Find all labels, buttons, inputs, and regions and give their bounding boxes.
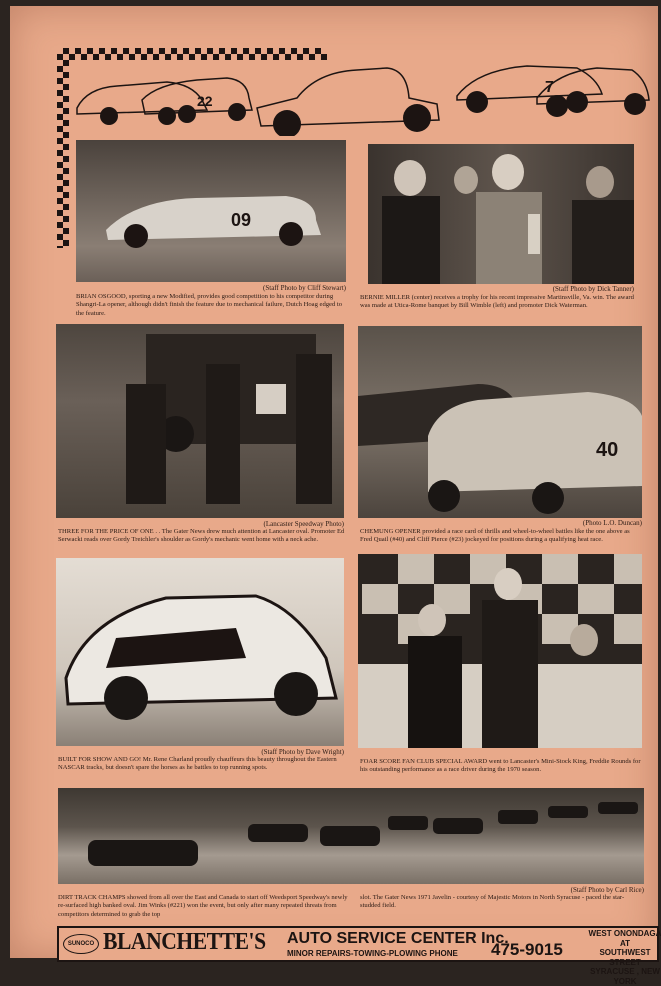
phone-number: 475-9015 bbox=[491, 940, 563, 959]
photo-chemung-opener bbox=[358, 326, 642, 518]
photo-caption: THREE FOR THE PRICE OF ONE . . The Gater News drew much attention at Lancaster oval. Promoter Ed Serwacki reads over Gordy Treichler's shoulder as Gordy's mechanic went home with a neck ache. bbox=[58, 528, 345, 544]
photo-caption: BUILT FOR SHOW AND GO! Mr. Rene Charland proudly chauffeurs this beauty throughout the Eastern NASCAR tracks, but doesn't spare the horses as he battles to top running spots. bbox=[58, 756, 337, 772]
photo-caption: BRIAN OSGOOD, sporting a new Modified, provides good competition to his competitor during Shangri-La opener, although didn't finish the feature due to mechanical failure, Dutch Hoag edged to the feature. bbox=[76, 293, 343, 317]
crowd-illustration bbox=[56, 324, 344, 518]
car-number: 09 bbox=[231, 210, 252, 230]
address bbox=[587, 929, 661, 986]
photo-rene-charland-car bbox=[56, 558, 344, 746]
photo-freddie-rounds-award bbox=[358, 554, 642, 748]
people-illustration bbox=[368, 144, 634, 284]
banner-car-number-7: 7 bbox=[545, 79, 554, 96]
services-line: MINOR REPAIRS-TOWING-PLOWING PHONE bbox=[287, 949, 458, 958]
photo-credit: (Staff Photo by Dave Wright) bbox=[261, 748, 344, 756]
photo-credit: (Staff Photo by Cliff Stewart) bbox=[263, 284, 346, 292]
photo-bernie-miller-trophy bbox=[368, 144, 634, 284]
banner-car-number-22: 22 bbox=[197, 93, 213, 109]
race-cars-banner bbox=[57, 48, 655, 136]
photo-caption: FOAR SCORE FAN CLUB SPECIAL AWARD went to Lancaster's Mini-Stock King, Freddie Rounds for his outstanding performance as a race driver during the 1970 season. bbox=[360, 758, 641, 774]
photo-credit: (Staff Photo by Carl Rice) bbox=[570, 886, 644, 894]
award-illustration bbox=[358, 554, 642, 748]
photo-gater-news-lancaster bbox=[56, 324, 344, 518]
address-line: WEST ONONDAGA AT bbox=[588, 929, 661, 948]
race-cars-drawing bbox=[57, 48, 655, 136]
photo-caption-right: slot. The Gater News 1971 Javelin - courtesy of Majestic Motors in North Syracuse - paced the star-studded field. bbox=[360, 894, 625, 910]
photo-weedsport-speedway bbox=[58, 788, 644, 884]
photo-credit: (Photo L.O. Duncan) bbox=[582, 519, 642, 527]
photo-credit: (Staff Photo by Dick Tanner) bbox=[552, 285, 634, 293]
photo-brian-osgood-car bbox=[76, 140, 346, 282]
race-cars-illustration bbox=[58, 788, 644, 884]
car-number: 40 bbox=[596, 439, 619, 461]
race-cars-illustration bbox=[358, 326, 642, 518]
photo-caption: BERNIE MILLER (center) receives a trophy for his recent impressive Martinsville, Va. win. The award was made at Utica-Rome banquet by Bill Wimble (left) and promoter Dick Waterman. bbox=[360, 294, 634, 310]
business-service: AUTO SERVICE CENTER Inc. bbox=[287, 930, 509, 947]
photo-caption-left: DIRT TRACK CHAMPS showed from all over the East and Canada to start off Weedsport Speedway's newly re-surfaced high banked oval. Jim Winks (#221) won the event, but only after many repeated threats from competitors determined to grab the top bbox=[58, 894, 348, 918]
business-name: BLANCHETTE'S bbox=[103, 929, 266, 955]
blanchettes-advertisement bbox=[57, 926, 661, 986]
photo-caption: CHEMUNG OPENER provided a race card of thrills and wheel-to-wheel battles like the one above as Fred Quail (#40) and Cliff Pierce (#23) jockeyed for positions during a qualifying heat race. bbox=[360, 528, 630, 544]
race-car-illustration bbox=[56, 558, 344, 746]
sunoco-logo: SUNOCO bbox=[63, 934, 99, 954]
address-line: SYRACUSE , NEW YORK bbox=[590, 967, 660, 986]
race-car-illustration bbox=[76, 140, 346, 282]
address-line: SOUTHWEST STREET bbox=[599, 948, 651, 967]
newspaper-page bbox=[10, 6, 661, 986]
photo-credit: (Lancaster Speedway Photo) bbox=[263, 520, 344, 528]
